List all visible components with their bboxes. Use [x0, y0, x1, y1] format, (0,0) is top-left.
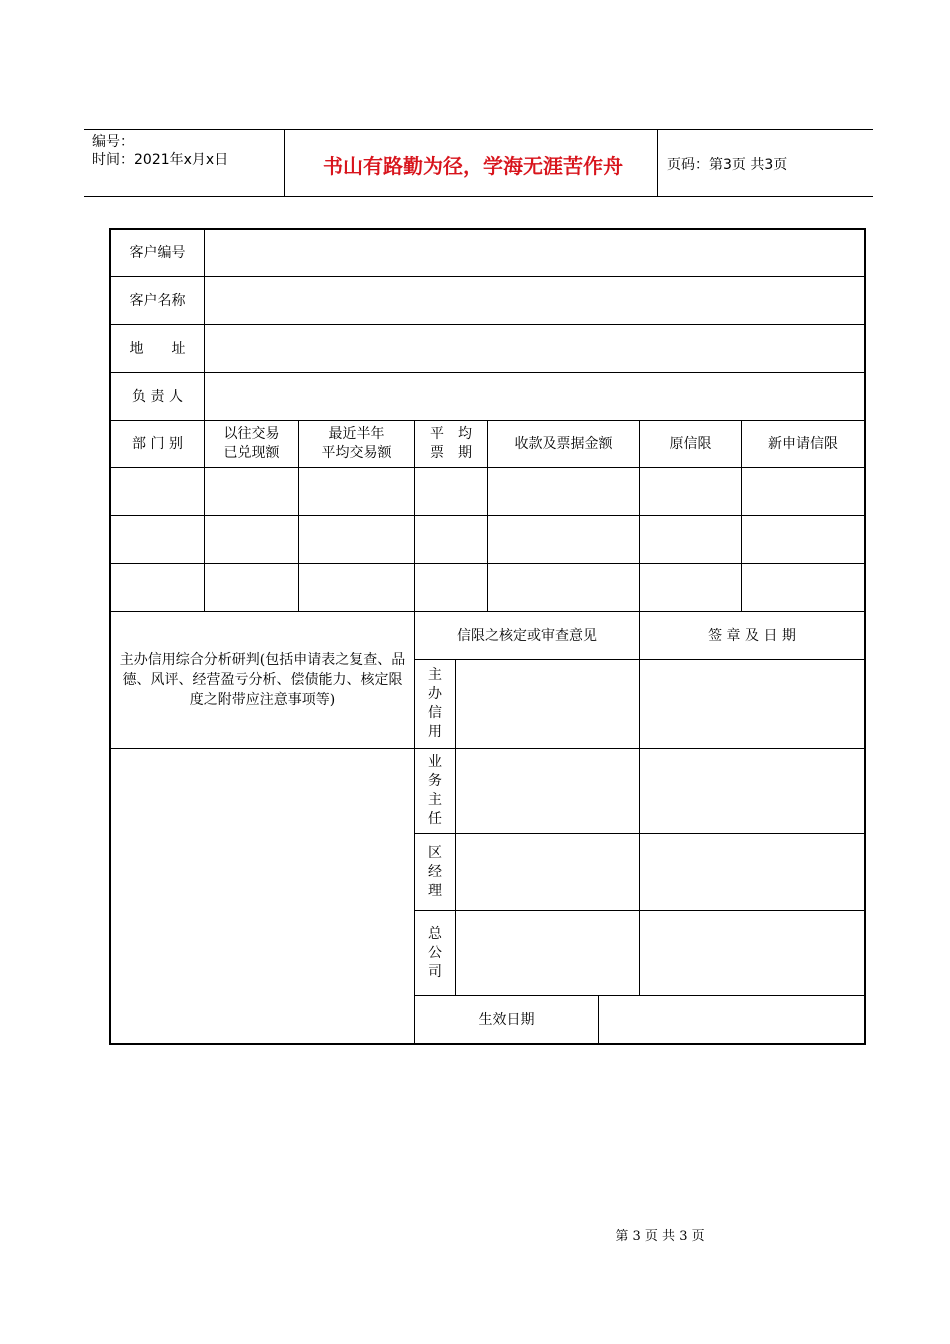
past-trade-header: 以往交易 已兑现额 [223, 426, 280, 461]
average-term-header: 平 均 票 期 [430, 426, 472, 461]
recent-average-header: 最近半年 平均交易额 [321, 426, 392, 461]
original-limit-header: 原信限 [669, 436, 712, 452]
address-field[interactable] [205, 325, 864, 372]
customer-name-label: 客户名称 [129, 292, 186, 309]
department-header: 部 门 别 [132, 436, 183, 452]
header-divider [657, 130, 658, 196]
customer-id-label: 客户编号 [129, 245, 186, 261]
new-limit-header: 新申请信限 [768, 436, 838, 452]
document-time-label: 时间：2021年x月x日 [92, 152, 229, 168]
address-label: 地 址 [129, 340, 186, 357]
credit-analysis-field[interactable] [111, 749, 414, 1043]
receipts-header: 收款及票据金额 [514, 436, 613, 452]
document-number-label: 编号： [92, 134, 134, 150]
approver-head-office: 总 公 司 [428, 925, 442, 980]
customer-id-field[interactable] [205, 230, 864, 276]
approver-credit-officer: 主 办 信 用 [428, 667, 442, 740]
header-bottom-rule [84, 196, 873, 197]
opinion-header: 信限之核定或审查意见 [457, 627, 597, 644]
effective-date-label: 生效日期 [478, 1011, 535, 1028]
manager-field[interactable] [205, 373, 864, 420]
page-footer: 第 3 页 共 3 页 [615, 1229, 705, 1244]
page-info: 页码：第3页 共3页 [667, 157, 788, 173]
header-divider [284, 130, 285, 196]
customer-name-field[interactable] [205, 277, 864, 324]
approver-district-manager: 区 经 理 [428, 844, 442, 899]
signature-header: 签 章 及 日 期 [708, 627, 796, 644]
manager-label: 负 责 人 [132, 388, 183, 405]
credit-analysis-label: 主办信用综合分析研判(包括申请表之复查、品德、风评、经营盈亏分析、偿债能力、核定限度之附带应注意事项等) [119, 652, 406, 708]
effective-date-field[interactable] [599, 996, 864, 1043]
header-top-rule [84, 129, 873, 130]
motto-title: 书山有路勤为径，学海无涯苦作舟 [323, 154, 623, 178]
approver-business-director: 业 务 主 任 [428, 754, 442, 827]
